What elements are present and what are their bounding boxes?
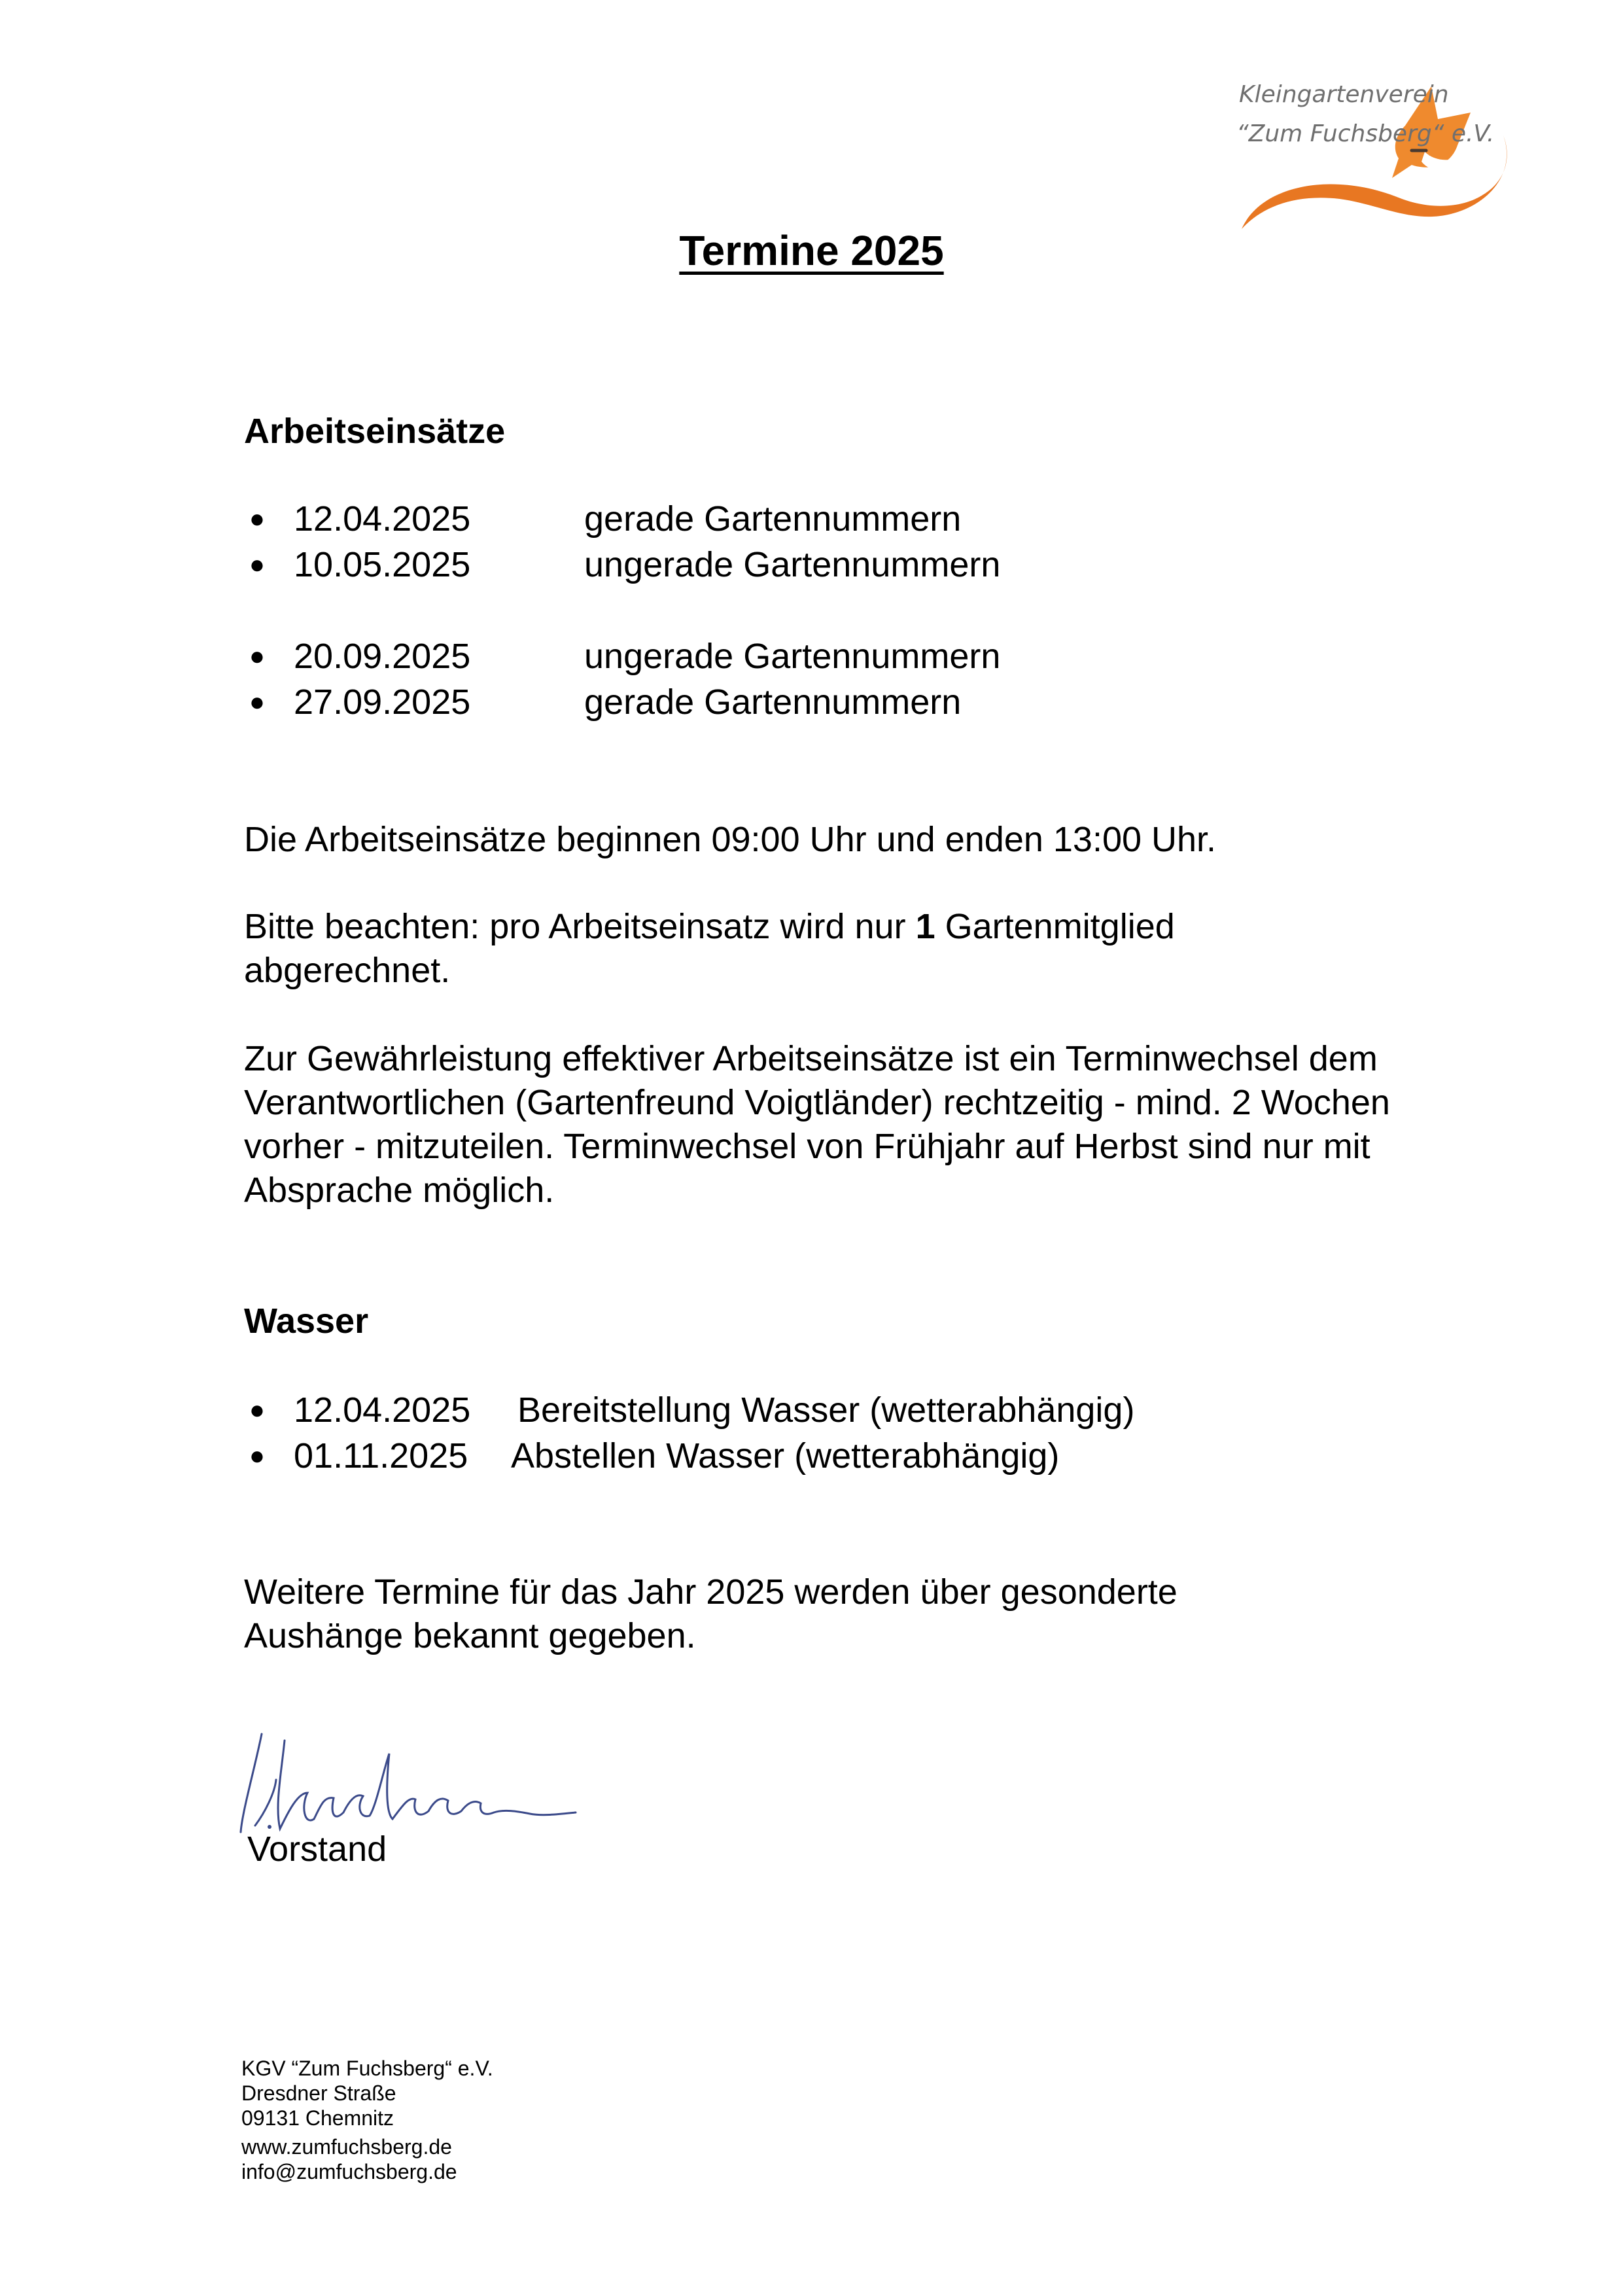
bullet-icon: ● xyxy=(249,550,266,579)
list-item-label: gerade Gartennummern xyxy=(584,682,962,722)
bullet-icon: ● xyxy=(249,688,266,716)
signature xyxy=(236,1714,602,1845)
work-hours-text: Die Arbeitseinsätze beginnen 09:00 Uhr und enden 13:00 Uhr. xyxy=(244,820,1217,859)
page-title: Termine 2025 xyxy=(679,227,944,274)
list-item-date: 12.04.2025 xyxy=(294,499,471,539)
bullet-icon: ● xyxy=(249,1396,266,1424)
logo-text-line1: Kleingartenverein xyxy=(1239,81,1449,108)
list-item-date: 12.04.2025 xyxy=(294,1390,471,1430)
footer-name: KGV “Zum Fuchsberg“ e.V. xyxy=(241,2057,493,2080)
footer-address xyxy=(241,2056,493,2130)
footer-street: Dresdner Straße xyxy=(241,2081,396,2105)
footer-contact xyxy=(241,2134,457,2184)
list-item-label: ungerade Gartennummern xyxy=(584,637,1001,676)
signature-role: Vorstand xyxy=(247,1829,387,1869)
bullet-icon: ● xyxy=(249,1441,266,1470)
change-policy-text: Zur Gewährleistung effektiver Arbeitseinsätze ist ein Terminwechsel dem Verantwortlichen (Gartenfreund Voigtländer) rechtzeitig - mind. 2 Wochen vorher - mitzuteilen. Terminwechsel von Frühjahr auf Herbst sind nur mit Absprache möglich. xyxy=(244,1039,1390,1210)
water-heading: Wasser xyxy=(244,1301,369,1341)
further-dates-text: Weitere Termine für das Jahr 2025 werden über gesonderte Aushänge bekannt gegeben. xyxy=(244,1572,1178,1655)
bullet-icon: ● xyxy=(249,504,266,533)
logo-text-line2: “Zum Fuchsberg“ e.V. xyxy=(1236,120,1495,147)
bullet-icon: ● xyxy=(249,642,266,671)
work-note-text: Bitte beachten: pro Arbeitseinsatz wird nur 1 Gartenmitglied abgerechnet. xyxy=(244,907,1175,990)
footer-website-link[interactable]: www.zumfuchsberg.de xyxy=(241,2135,452,2159)
list-item-label: ungerade Gartennummern xyxy=(584,545,1001,584)
work-heading: Arbeitseinsätze xyxy=(244,412,506,451)
list-item-date: 20.09.2025 xyxy=(294,637,471,676)
list-item-label: Bereitstellung Wasser (wetterabhängig) xyxy=(517,1390,1135,1430)
list-item-label: Abstellen Wasser (wetterabhängig) xyxy=(511,1436,1060,1475)
list-item-label: gerade Gartennummern xyxy=(584,499,962,539)
list-item-date: 27.09.2025 xyxy=(294,682,471,722)
club-logo xyxy=(1235,73,1515,234)
footer-city: 09131 Chemnitz xyxy=(241,2106,394,2130)
member-count: 1 xyxy=(915,907,935,946)
list-item-date: 10.05.2025 xyxy=(294,545,471,584)
list-item-date: 01.11.2025 xyxy=(294,1436,468,1475)
footer-email-link[interactable]: info@zumfuchsberg.de xyxy=(241,2160,457,2183)
